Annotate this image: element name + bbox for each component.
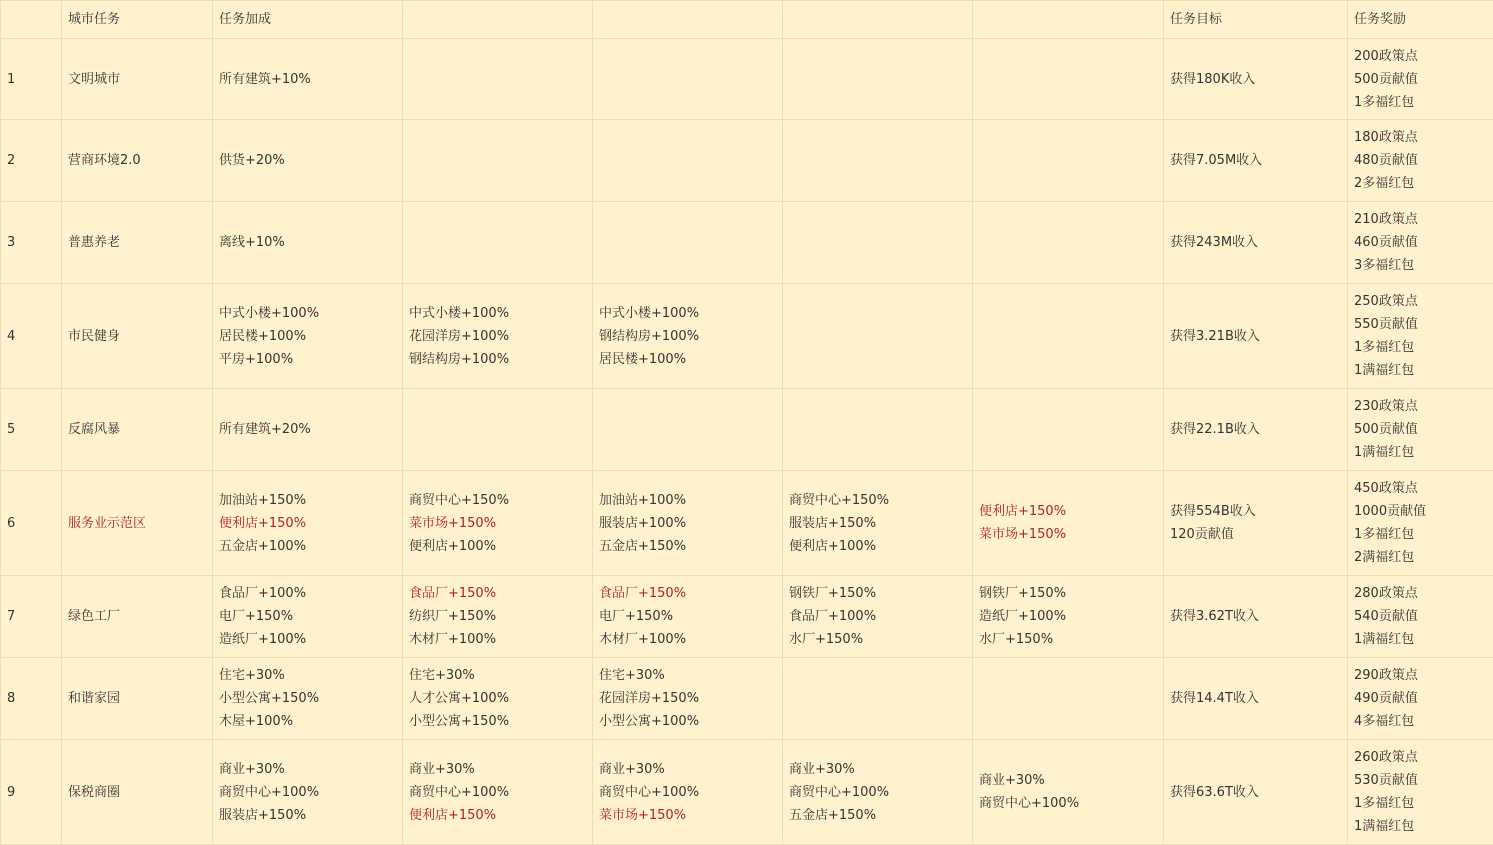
task-bonus-cell — [973, 202, 1164, 284]
header-blank — [403, 1, 593, 39]
header-blank — [783, 1, 973, 39]
bonus-item: 便利店+100% — [409, 535, 586, 558]
bonus-item: 便利店+150% — [979, 500, 1157, 523]
task-goal — [1164, 389, 1348, 471]
reward-item: 1满福红包 — [1354, 441, 1487, 464]
bonus-item: 商业+30% — [789, 758, 966, 781]
task-name: 绿色工厂 — [62, 576, 213, 658]
bonus-item: 服装店+150% — [789, 512, 966, 535]
task-bonus-cell — [213, 740, 403, 845]
header-blank — [973, 1, 1164, 39]
task-bonus-cell — [403, 284, 593, 389]
bonus-item: 商贸中心+100% — [789, 781, 966, 804]
bonus-item: 菜市场+150% — [409, 512, 586, 535]
task-bonus-cell — [403, 658, 593, 740]
bonus-item: 居民楼+100% — [599, 348, 776, 371]
task-goal — [1164, 471, 1348, 576]
bonus-item: 加油站+100% — [599, 489, 776, 512]
task-reward — [1348, 120, 1493, 202]
header-task-goal: 任务目标 — [1164, 1, 1348, 39]
bonus-item: 商业+30% — [979, 769, 1157, 792]
task-reward — [1348, 471, 1493, 576]
task-index: 6 — [1, 471, 62, 576]
bonus-item: 住宅+30% — [409, 664, 586, 687]
reward-item: 1多福红包 — [1354, 792, 1487, 815]
goal-item: 获得3.62T收入 — [1170, 605, 1341, 628]
reward-item: 3多福红包 — [1354, 254, 1487, 277]
task-bonus-cell — [213, 576, 403, 658]
task-row — [1, 576, 1493, 658]
task-bonus-cell — [783, 740, 973, 845]
task-bonus-cell — [593, 740, 783, 845]
task-row — [1, 39, 1493, 120]
bonus-item: 小型公寓+150% — [409, 710, 586, 733]
bonus-item: 住宅+30% — [219, 664, 396, 687]
task-index: 8 — [1, 658, 62, 740]
task-goal — [1164, 284, 1348, 389]
reward-item: 250政策点 — [1354, 290, 1487, 313]
task-reward — [1348, 389, 1493, 471]
task-reward — [1348, 39, 1493, 120]
task-bonus-cell — [783, 471, 973, 576]
bonus-item: 加油站+150% — [219, 489, 396, 512]
goal-item: 获得180K收入 — [1170, 68, 1341, 91]
task-reward — [1348, 202, 1493, 284]
bonus-item: 商贸中心+100% — [409, 781, 586, 804]
task-row — [1, 389, 1493, 471]
bonus-item: 木屋+100% — [219, 710, 396, 733]
task-bonus-cell — [593, 389, 783, 471]
task-bonus-cell — [403, 202, 593, 284]
task-index: 1 — [1, 39, 62, 120]
goal-item: 120贡献值 — [1170, 523, 1341, 546]
task-index: 9 — [1, 740, 62, 845]
reward-item: 180政策点 — [1354, 126, 1487, 149]
reward-item: 2多福红包 — [1354, 172, 1487, 195]
reward-item: 210政策点 — [1354, 208, 1487, 231]
task-name: 市民健身 — [62, 284, 213, 389]
bonus-item: 花园洋房+100% — [409, 325, 586, 348]
bonus-item: 供货+20% — [219, 149, 396, 172]
bonus-item: 商贸中心+150% — [789, 489, 966, 512]
bonus-item: 五金店+100% — [219, 535, 396, 558]
task-bonus-cell — [783, 576, 973, 658]
task-bonus-cell — [783, 202, 973, 284]
reward-item: 280政策点 — [1354, 582, 1487, 605]
task-bonus-cell — [973, 658, 1164, 740]
task-bonus-cell — [403, 576, 593, 658]
reward-item: 450政策点 — [1354, 477, 1487, 500]
reward-item: 1多福红包 — [1354, 523, 1487, 546]
task-bonus-cell — [213, 284, 403, 389]
task-goal — [1164, 658, 1348, 740]
header-row — [1, 1, 1493, 39]
task-row — [1, 284, 1493, 389]
task-bonus-cell — [973, 389, 1164, 471]
goal-item: 获得14.4T收入 — [1170, 687, 1341, 710]
header-task-bonus: 任务加成 — [213, 1, 403, 39]
task-bonus-cell — [593, 284, 783, 389]
bonus-item: 住宅+30% — [599, 664, 776, 687]
bonus-item: 便利店+150% — [409, 804, 586, 827]
task-bonus-cell — [213, 39, 403, 120]
reward-item: 260政策点 — [1354, 746, 1487, 769]
task-name: 和谐家园 — [62, 658, 213, 740]
bonus-item: 钢结构房+100% — [409, 348, 586, 371]
task-goal — [1164, 202, 1348, 284]
task-goal — [1164, 120, 1348, 202]
task-name: 文明城市 — [62, 39, 213, 120]
reward-item: 290政策点 — [1354, 664, 1487, 687]
bonus-item: 商贸中心+100% — [599, 781, 776, 804]
bonus-item: 商业+30% — [409, 758, 586, 781]
reward-item: 4多福红包 — [1354, 710, 1487, 733]
goal-item: 获得243M收入 — [1170, 231, 1341, 254]
task-bonus-cell — [403, 740, 593, 845]
task-reward — [1348, 284, 1493, 389]
task-row — [1, 740, 1493, 845]
bonus-item: 中式小楼+100% — [599, 302, 776, 325]
bonus-item: 便利店+100% — [789, 535, 966, 558]
bonus-item: 五金店+150% — [789, 804, 966, 827]
task-bonus-cell — [593, 202, 783, 284]
task-bonus-cell — [593, 120, 783, 202]
bonus-item: 所有建筑+20% — [219, 418, 396, 441]
bonus-item: 平房+100% — [219, 348, 396, 371]
bonus-item: 菜市场+150% — [979, 523, 1157, 546]
task-bonus-cell — [973, 740, 1164, 845]
reward-item: 460贡献值 — [1354, 231, 1487, 254]
task-index: 2 — [1, 120, 62, 202]
reward-item: 530贡献值 — [1354, 769, 1487, 792]
bonus-item: 食品厂+150% — [599, 582, 776, 605]
bonus-item: 商业+30% — [219, 758, 396, 781]
goal-item: 获得554B收入 — [1170, 500, 1341, 523]
bonus-item: 钢铁厂+150% — [789, 582, 966, 605]
bonus-item: 中式小楼+100% — [219, 302, 396, 325]
reward-item: 1多福红包 — [1354, 336, 1487, 359]
bonus-item: 服装店+150% — [219, 804, 396, 827]
reward-item: 1000贡献值 — [1354, 500, 1487, 523]
task-name: 反腐风暴 — [62, 389, 213, 471]
task-goal — [1164, 740, 1348, 845]
task-reward — [1348, 658, 1493, 740]
task-row — [1, 120, 1493, 202]
reward-item: 550贡献值 — [1354, 313, 1487, 336]
task-bonus-cell — [213, 471, 403, 576]
task-row — [1, 471, 1493, 576]
header-task-reward: 任务奖励 — [1348, 1, 1493, 39]
task-bonus-cell — [593, 658, 783, 740]
task-name: 营商环境2.0 — [62, 120, 213, 202]
task-bonus-cell — [213, 389, 403, 471]
bonus-item: 食品厂+150% — [409, 582, 586, 605]
task-reward — [1348, 576, 1493, 658]
bonus-item: 食品厂+100% — [219, 582, 396, 605]
task-bonus-cell — [213, 120, 403, 202]
task-bonus-cell — [973, 120, 1164, 202]
bonus-item: 钢铁厂+150% — [979, 582, 1157, 605]
task-index: 7 — [1, 576, 62, 658]
task-index: 4 — [1, 284, 62, 389]
task-bonus-cell — [403, 471, 593, 576]
goal-item: 获得7.05M收入 — [1170, 149, 1341, 172]
reward-item: 490贡献值 — [1354, 687, 1487, 710]
task-bonus-cell — [593, 471, 783, 576]
bonus-item: 商贸中心+100% — [219, 781, 396, 804]
bonus-item: 商贸中心+150% — [409, 489, 586, 512]
reward-item: 1满福红包 — [1354, 359, 1487, 382]
goal-item: 获得3.21B收入 — [1170, 325, 1341, 348]
task-bonus-cell — [783, 120, 973, 202]
bonus-item: 便利店+150% — [219, 512, 396, 535]
header-blank — [593, 1, 783, 39]
bonus-item: 菜市场+150% — [599, 804, 776, 827]
task-rows — [1, 39, 1493, 845]
task-name: 服务业示范区 — [62, 471, 213, 576]
task-bonus-cell — [403, 389, 593, 471]
reward-item: 2满福红包 — [1354, 546, 1487, 569]
header-city-task: 城市任务 — [62, 1, 213, 39]
task-bonus-cell — [593, 576, 783, 658]
bonus-item: 纺织厂+150% — [409, 605, 586, 628]
bonus-item: 离线+10% — [219, 231, 396, 254]
task-index: 5 — [1, 389, 62, 471]
bonus-item: 小型公寓+150% — [219, 687, 396, 710]
task-bonus-cell — [783, 658, 973, 740]
task-bonus-cell — [783, 284, 973, 389]
task-bonus-cell — [973, 284, 1164, 389]
task-row — [1, 202, 1493, 284]
bonus-item: 木材厂+100% — [599, 628, 776, 651]
task-bonus-cell — [783, 39, 973, 120]
bonus-item: 水厂+150% — [979, 628, 1157, 651]
bonus-item: 服装店+100% — [599, 512, 776, 535]
task-bonus-cell — [973, 576, 1164, 658]
task-bonus-cell — [593, 39, 783, 120]
bonus-item: 居民楼+100% — [219, 325, 396, 348]
task-bonus-cell — [213, 202, 403, 284]
reward-item: 540贡献值 — [1354, 605, 1487, 628]
bonus-item: 五金店+150% — [599, 535, 776, 558]
task-name: 普惠养老 — [62, 202, 213, 284]
bonus-item: 造纸厂+100% — [979, 605, 1157, 628]
bonus-item: 花园洋房+150% — [599, 687, 776, 710]
reward-item: 500贡献值 — [1354, 68, 1487, 91]
reward-item: 480贡献值 — [1354, 149, 1487, 172]
reward-item: 500贡献值 — [1354, 418, 1487, 441]
reward-item: 1多福红包 — [1354, 91, 1487, 114]
bonus-item: 电厂+150% — [219, 605, 396, 628]
reward-item: 1满福红包 — [1354, 628, 1487, 651]
task-name: 保税商圈 — [62, 740, 213, 845]
task-bonus-cell — [783, 389, 973, 471]
bonus-item: 商业+30% — [599, 758, 776, 781]
task-index: 3 — [1, 202, 62, 284]
goal-item: 获得63.6T收入 — [1170, 781, 1341, 804]
task-bonus-cell — [213, 658, 403, 740]
reward-item: 1满福红包 — [1354, 815, 1487, 838]
bonus-item: 电厂+150% — [599, 605, 776, 628]
bonus-item: 人才公寓+100% — [409, 687, 586, 710]
task-bonus-cell — [973, 471, 1164, 576]
bonus-item: 钢结构房+100% — [599, 325, 776, 348]
task-goal — [1164, 39, 1348, 120]
reward-item: 230政策点 — [1354, 395, 1487, 418]
bonus-item: 商贸中心+100% — [979, 792, 1157, 815]
task-goal — [1164, 576, 1348, 658]
task-bonus-cell — [973, 39, 1164, 120]
reward-item: 200政策点 — [1354, 45, 1487, 68]
task-bonus-cell — [403, 39, 593, 120]
bonus-item: 造纸厂+100% — [219, 628, 396, 651]
goal-item: 获得22.1B收入 — [1170, 418, 1341, 441]
bonus-item: 水厂+150% — [789, 628, 966, 651]
bonus-item: 食品厂+100% — [789, 605, 966, 628]
header-index — [1, 1, 62, 39]
task-row — [1, 658, 1493, 740]
bonus-item: 中式小楼+100% — [409, 302, 586, 325]
task-reward — [1348, 740, 1493, 845]
task-bonus-cell — [403, 120, 593, 202]
bonus-item: 木材厂+100% — [409, 628, 586, 651]
bonus-item: 所有建筑+10% — [219, 68, 396, 91]
bonus-item: 小型公寓+100% — [599, 710, 776, 733]
